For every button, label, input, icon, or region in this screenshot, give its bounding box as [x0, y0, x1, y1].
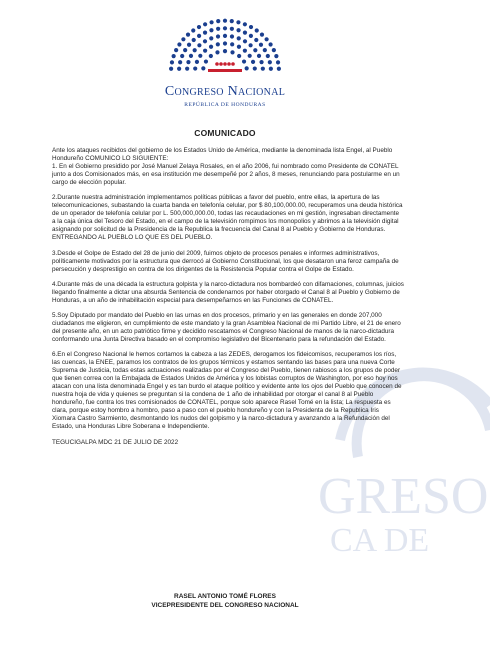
- seat-dot: [209, 54, 213, 58]
- seat-dot: [253, 66, 257, 70]
- paragraph-1: 1. En el Gobierno presidido por José Manuel Zelaya Rosales, en el año 2006, fui nombrado como Presidente de CONATEL junto a dos Comisionados más, en esa institución me desempeñé por 2 años, 8 meses, renunciando para postularme en un cargo de elección popular.: [52, 163, 400, 187]
- seat-dot: [230, 50, 234, 54]
- seat-dot: [272, 48, 276, 52]
- seat-dot: [172, 54, 176, 58]
- seat-dot: [209, 36, 213, 40]
- seat-dot: [193, 48, 197, 52]
- seat-dot: [216, 19, 220, 23]
- organization-name: Congreso Nacional: [164, 84, 286, 99]
- seat-dot: [237, 36, 241, 40]
- seat-dot: [249, 34, 253, 38]
- seat-dot: [197, 25, 201, 29]
- signer-title: VICEPRESIDENTE DEL CONGRESO NACIONAL: [151, 602, 299, 609]
- podium-dot: [219, 62, 223, 66]
- intro-text: Ante los ataques recibidos del gobierno de los Estados Unido de América, mediante la denominada lista Engel, al Pueblo Hondureño COMUNICO LO SIGUIENTE:: [52, 147, 393, 163]
- seat-dot: [197, 43, 201, 47]
- seat-dot: [216, 27, 220, 31]
- podium-dot: [215, 62, 219, 66]
- seat-dot: [216, 42, 220, 46]
- seat-dot: [216, 34, 220, 38]
- seat-dot: [237, 45, 241, 49]
- seat-dot: [223, 34, 227, 38]
- seat-dot: [198, 54, 202, 58]
- seat-dot: [269, 67, 273, 71]
- seat-dot: [169, 67, 173, 71]
- seat-dot: [277, 67, 281, 71]
- seat-dot: [230, 34, 234, 38]
- seat-dot: [209, 28, 213, 32]
- seat-dot: [230, 27, 234, 31]
- paragraph-3: 3.Desde el Golpe de Estado del 28 de junio del 2009, fuimos objeto de procesos penales e informes administrativos, políticamente motivados por la estructura que derrocó al Gobierno Constitucional, los que desataron una feroz campaña de persecución y desprestigio en contra de los dirigentes de la Resistencia Popular contra el Golpe de Estado.: [52, 249, 399, 273]
- seat-dot: [253, 48, 257, 52]
- letterhead: [0, 6, 450, 116]
- paragraph-2: 2.Durante nuestra administración implementamos políticas públicas a favor del pueblo, entre ellas, la apertura de las telecomunicaciones, subastando la cuarta banda en telefonía celular, por $ 80,100,000.00, recuperamos una deuda histórica de un operador de telefonía celular por L. 500,000,000.00, todas las recaudaciones en mi gestión, ingresaban directamente a la caja única del Tesoro del Estado, en el campo de la televisión rompimos los monopolios y abrimos a la televisión digital asignando por solicitud de la Presidencia de la Republica la frecuencia del Canal 8 al Pueblo y Gobierno de Honduras. ENTREGANDO AL PUEBLO LO QUE ES DEL PUEBLO.: [52, 194, 403, 242]
- seat-dot: [223, 49, 227, 53]
- date-line: TEGUCIGALPA MDC 21 DE JULIO DE 2022: [52, 439, 179, 447]
- seat-dot: [195, 60, 199, 64]
- seat-dot: [251, 60, 255, 64]
- seat-dot: [243, 49, 247, 53]
- seat-dot: [223, 41, 227, 45]
- seat-dot: [204, 59, 208, 63]
- congress-chamber-seal-icon: [148, 10, 302, 76]
- seat-dot: [261, 67, 265, 71]
- watermark-text-2: CA DE: [330, 522, 430, 559]
- seat-dot: [243, 31, 247, 35]
- document-title: COMUNICADO: [194, 128, 256, 138]
- document-body: [52, 147, 404, 455]
- podium-dot: [227, 62, 231, 66]
- seat-dot: [243, 39, 247, 43]
- seat-dot: [215, 50, 219, 54]
- seat-dot: [237, 54, 241, 58]
- seat-dot: [276, 60, 280, 64]
- seat-dot: [174, 48, 178, 52]
- seat-dot: [197, 34, 201, 38]
- seat-dot: [274, 54, 278, 58]
- seat-dot: [186, 33, 190, 37]
- seat-dot: [245, 66, 249, 70]
- seat-dot: [187, 43, 191, 47]
- seat-dot: [265, 37, 269, 41]
- seat-dot: [230, 42, 234, 46]
- seat-dot: [193, 66, 197, 70]
- seat-dot: [185, 67, 189, 71]
- seat-dot: [223, 26, 227, 30]
- seat-dot: [255, 28, 259, 32]
- seat-dot: [254, 38, 258, 42]
- seat-dot: [263, 48, 267, 52]
- seat-dot: [181, 37, 185, 41]
- paragraph-5: 5.Soy Diputado por mandato del Pueblo en las urnas en dos procesos, primario y en las generales en donde 207,000 ciudadanos me eligieron, en cumplimiento de este mandato y la gran Asamblea Nacional de mi Partido Libre, el 21 de enero del presente año, en un acto patriótico firme y decidido rescatamos el Congreso Nacional de manos de la narco-dictadura conformando una Junta Directiva basado en el compromiso legislativo del Bicentenario para la refundación del Estado.: [52, 311, 401, 343]
- seat-dot: [178, 60, 182, 64]
- podium-dot: [223, 62, 227, 66]
- seat-dot: [236, 20, 240, 24]
- seat-dot: [170, 60, 174, 64]
- seat-dot: [259, 60, 263, 64]
- seat-dot: [260, 33, 264, 37]
- seat-dot: [236, 28, 240, 32]
- seat-dot: [242, 59, 246, 63]
- seat-dot: [243, 22, 247, 26]
- watermark-text-1: GRESO: [318, 468, 489, 525]
- seat-dot: [186, 60, 190, 64]
- seat-dot: [180, 54, 184, 58]
- intro-paragraph: [52, 147, 404, 187]
- seat-dot: [249, 43, 253, 47]
- podium-dot: [231, 62, 235, 66]
- seat-dot: [203, 39, 207, 43]
- signer-name: RASEL ANTONIO TOMÉ FLORES: [174, 593, 276, 600]
- seat-dot: [259, 43, 263, 47]
- seat-dot: [249, 25, 253, 29]
- paragraph-4: 4.Durante más de una década la estructura golpista y la narco-dictadura nos bombardeó con difamaciones, columnas, juicios llegando finalmente a dictar una absurda Sentencia de condenarnos por haber otorgado el Canal 8 al Pueblo y Gobierno de Honduras, a un año de inhabilitación especial para desempeñarnos en las Funciones de CONATEL.: [52, 280, 404, 304]
- seat-dot: [201, 66, 205, 70]
- seat-dot: [183, 48, 187, 52]
- seat-dot: [203, 31, 207, 35]
- seat-dot: [192, 38, 196, 42]
- organization-subtitle: REPÚBLICA DE HONDURAS: [184, 102, 266, 108]
- seat-dot: [177, 67, 181, 71]
- seat-dot: [203, 49, 207, 53]
- seat-dot: [230, 19, 234, 23]
- seat-dot: [257, 54, 261, 58]
- seat-dot: [189, 54, 193, 58]
- seat-dot: [209, 20, 213, 24]
- paragraph-6: 6.En el Congreso Nacional le hemos cortamos la cabeza a las ZEDES, derogamos los fideicomisos, recuperamos los ríos, las cuencas, la ENEE, paramos los contratos de los grupos térmicos y estamos sentando las bases para una nueva Corte Suprema de Justicia, todas estas actuaciones realizadas por el Congreso del Pueblo, tienen rabiosos a los grupos de poder que tienen correa con la Embajada de Estados Unidos de América y los lobistas corruptos de Washington, por eso hoy nos atacan con una lista denominada Engel y es tan burdo el ataque político y evidente ante los ojos del Pueblo que conocen de nuestra hoja de vida y quienes se preguntan si la condena de 1 año de inhabilidad por otorgar el canal 8 al Pueblo hondureño, fue contra los tres comisionados de CONATEL, porque solo aparece Rasel Tomé en la lista; La respuesta es clara, porque estoy hombro a hombro, paso a paso con el pueblo hondureño y con la Presidenta de la Republica Iris Xiomara Castro Sarmiento, desmontando los nudos del golpismo y la narco-dictadura y avanzando a la Refundación del Estado, una Honduras Libre Soberana e Independiente.: [52, 350, 402, 431]
- seat-dot: [209, 45, 213, 49]
- seat-dot: [268, 60, 272, 64]
- seat-dot: [177, 42, 181, 46]
- seat-dot: [248, 54, 252, 58]
- seat-dot: [191, 28, 195, 32]
- signature-block: [0, 592, 450, 610]
- seat-dot: [203, 22, 207, 26]
- seat-dot: [266, 54, 270, 58]
- seat-dot: [268, 42, 272, 46]
- seat-dot: [223, 19, 227, 23]
